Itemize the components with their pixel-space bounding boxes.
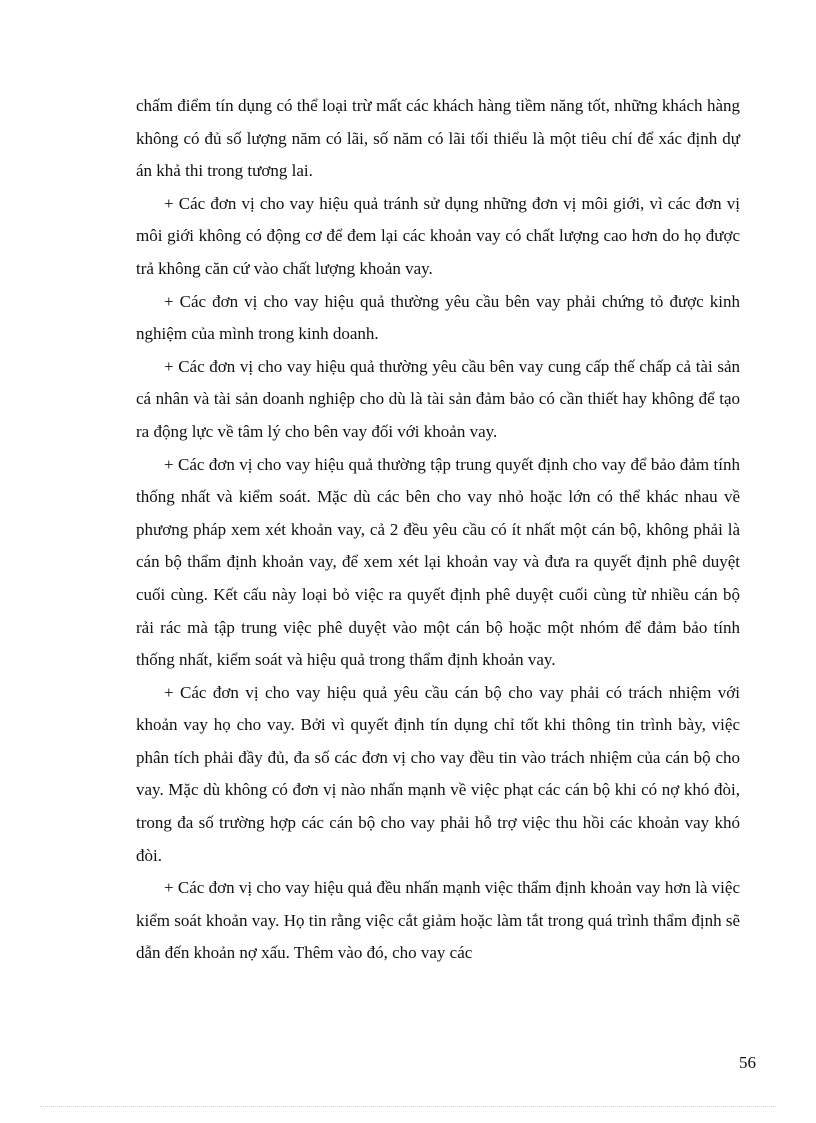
paragraph-4: + Các đơn vị cho vay hiệu quả thường yêu cầu bên vay cung cấp thế chấp cả tài sản cá nhân và tài sản doanh nghiệp cho dù là tài sản đảm bảo có cần thiết hay không để tạo ra động lực về tâm lý cho bên vay đối với khoản vay. xyxy=(136,356,740,441)
paragraph-1: chấm điểm tín dụng có thể loại trừ mất các khách hàng tiềm năng tốt, những khách hàng không có đủ số lượng năm có lãi, số năm có lãi tối thiểu là một tiêu chí để xác định dự án khả thi trong tương lai. xyxy=(136,96,740,181)
document-body xyxy=(136,90,740,970)
paragraph-5: + Các đơn vị cho vay hiệu quả thường tập trung quyết định cho vay để bảo đảm tính thống nhất và kiểm soát. Mặc dù các bên cho vay nhỏ hoặc lớn có thể khác nhau về phương pháp xem xét khoản vay, cả 2 đều yêu cầu có ít nhất một cán bộ, không phải là cán bộ thẩm định khoản vay, để xem xét lại khoản vay và đưa ra quyết định phê duyệt cuối cùng. Kết cấu này loại bỏ việc ra quyết định phê duyệt cuối cùng từ nhiều cán bộ rải rác mà tập trung việc phê duyệt vào một cán bộ hoặc một nhóm để đảm bảo tính thống nhất, kiểm soát và hiệu quả trong thẩm định khoản vay. xyxy=(136,454,740,670)
bottom-divider xyxy=(40,1106,776,1107)
page-number: 56 xyxy=(739,1053,756,1072)
paragraph-3: + Các đơn vị cho vay hiệu quả thường yêu cầu bên vay phải chứng tỏ được kinh nghiệm của mình trong kinh doanh. xyxy=(136,291,740,344)
paragraph-2: + Các đơn vị cho vay hiệu quả tránh sử dụng những đơn vị môi giới, vì các đơn vị môi giới không có động cơ để đem lại các khoản vay có chất lượng cao hơn do họ được trả không căn cứ vào chất lượng khoản vay. xyxy=(136,193,740,278)
paragraph-7: + Các đơn vị cho vay hiệu quả đều nhấn mạnh việc thẩm định khoản vay hơn là việc kiểm soát khoản vay. Họ tin rằng việc cắt giảm hoặc làm tắt trong quá trình thẩm định sẽ dẫn đến khoản nợ xấu. Thêm vào đó, cho vay các xyxy=(136,878,740,963)
paragraph-6: + Các đơn vị cho vay hiệu quả yêu cầu cán bộ cho vay phải có trách nhiệm với khoản vay họ cho vay. Bởi vì quyết định tín dụng chỉ tốt khi thông tin trình bày, việc phân tích phải đầy đủ, đa số các đơn vị cho vay đều tin vào trách nhiệm của cán bộ cho vay. Mặc dù không có đơn vị nào nhấn mạnh về việc phạt các cán bộ khi có nợ khó đòi, trong đa số trường hợp các cán bộ cho vay phải hỗ trợ việc thu hồi các khoản vay khó đòi. xyxy=(136,682,740,865)
